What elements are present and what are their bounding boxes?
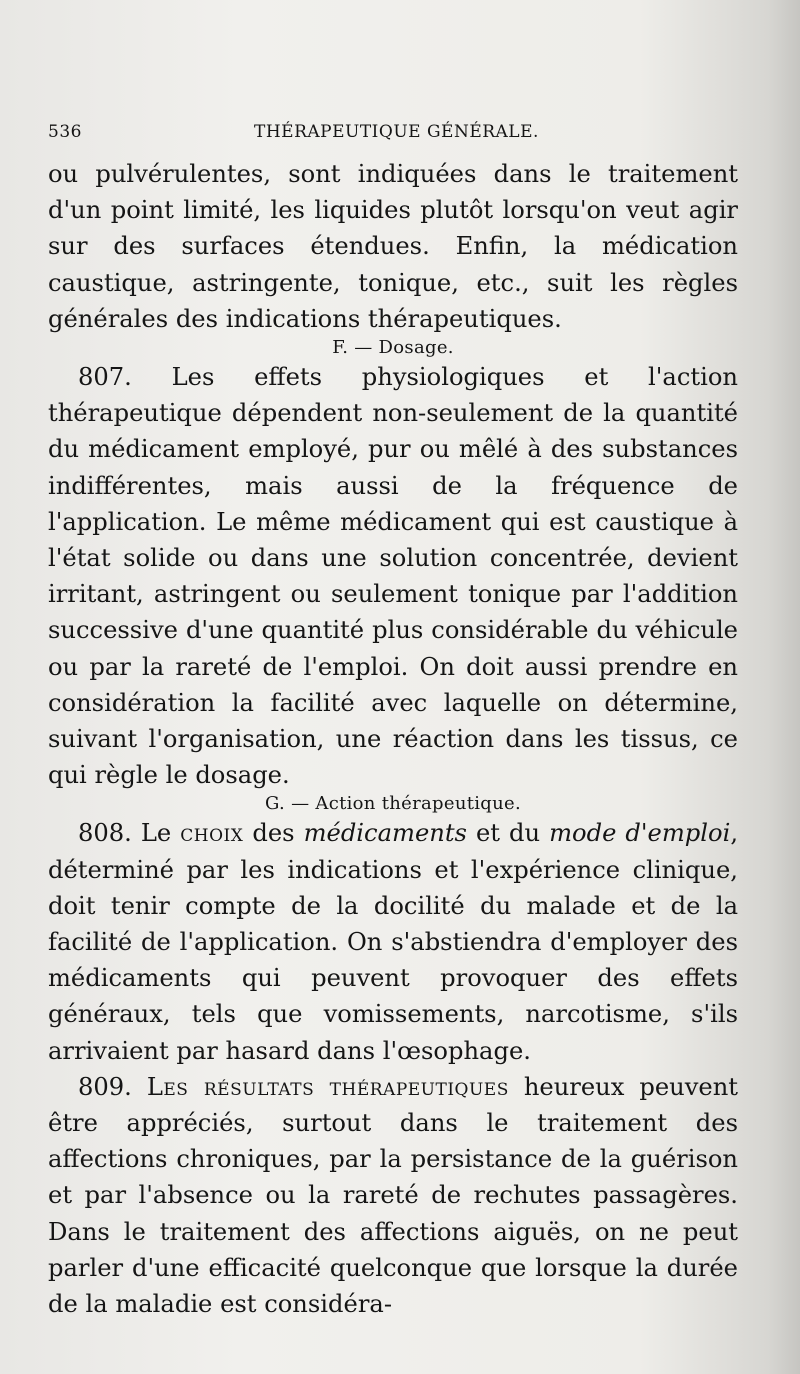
page-number: 536	[48, 122, 82, 142]
p809-lead: 809.	[78, 1072, 147, 1101]
paragraph-continuation: ou pulvérulentes, sont indiquées dans le traitement d'un point limité, les liquides plutôt lorsqu'on veut agir sur des surfaces étendues. Enfin, la médication caustique, astringente, tonique, etc., suit les règles générales des indications thérapeutiques.	[48, 160, 738, 333]
p808-choix: choix	[180, 819, 244, 848]
p808-des: des	[243, 819, 304, 848]
p808-medicaments: médicaments	[303, 819, 467, 848]
p808-rest: , déterminé par les indications et l'expérience clinique, doit tenir compte de la docilité du malade et de la facilité de l'application. On s'abstiendra d'employer des médicaments qui peuvent provoquer des effets généraux, tels que vomissements, narcotisme, s'ils arrivaient par hasard dans l'œsophage.	[48, 819, 739, 1065]
paragraph-808	[48, 815, 738, 1068]
body-text	[48, 156, 738, 1322]
p808-lead: 808. Le	[78, 819, 181, 848]
paragraph-809	[48, 1069, 738, 1322]
p808-etdu: et du	[466, 819, 550, 848]
p809-resultats: Les résultats thérapeutiques	[146, 1072, 509, 1101]
p809-rest: heureux peuvent être appréciés, surtout dans le traitement des affections chroniques, par la persistance de la guérison et par l'absence ou la rareté de rechutes passagères. Dans le traitement des affections aiguës, on ne peut parler d'une efficacité quelconque que lorsque la durée de la maladie est considéra-	[48, 1072, 738, 1319]
section-heading-action: G. — Action thérapeutique.	[265, 793, 521, 815]
page-header	[48, 122, 748, 152]
paragraph-807: 807. Les effets physiologiques et l'action thérapeutique dépendent non-seulement de la quantité du médicament employé, pur ou mêlé à des substances indifférentes, mais aussi de la fréquence de l'application. Le même médicament qui est caustique à l'état solide ou dans une solution concentrée, devient irritant, astringent ou seulement tonique par l'addition successive d'une quantité plus considérable du véhicule ou par la rareté de l'emploi. On doit aussi prendre en considération la facilité avec laquelle on détermine, suivant l'organisation, une réaction dans les tissus, ce qui règle le dosage.	[48, 363, 738, 790]
p808-mode-emploi: mode d'emploi	[549, 819, 731, 848]
running-title: THÉRAPEUTIQUE GÉNÉRALE.	[254, 122, 539, 142]
section-heading-dosage: F. — Dosage.	[332, 337, 454, 359]
